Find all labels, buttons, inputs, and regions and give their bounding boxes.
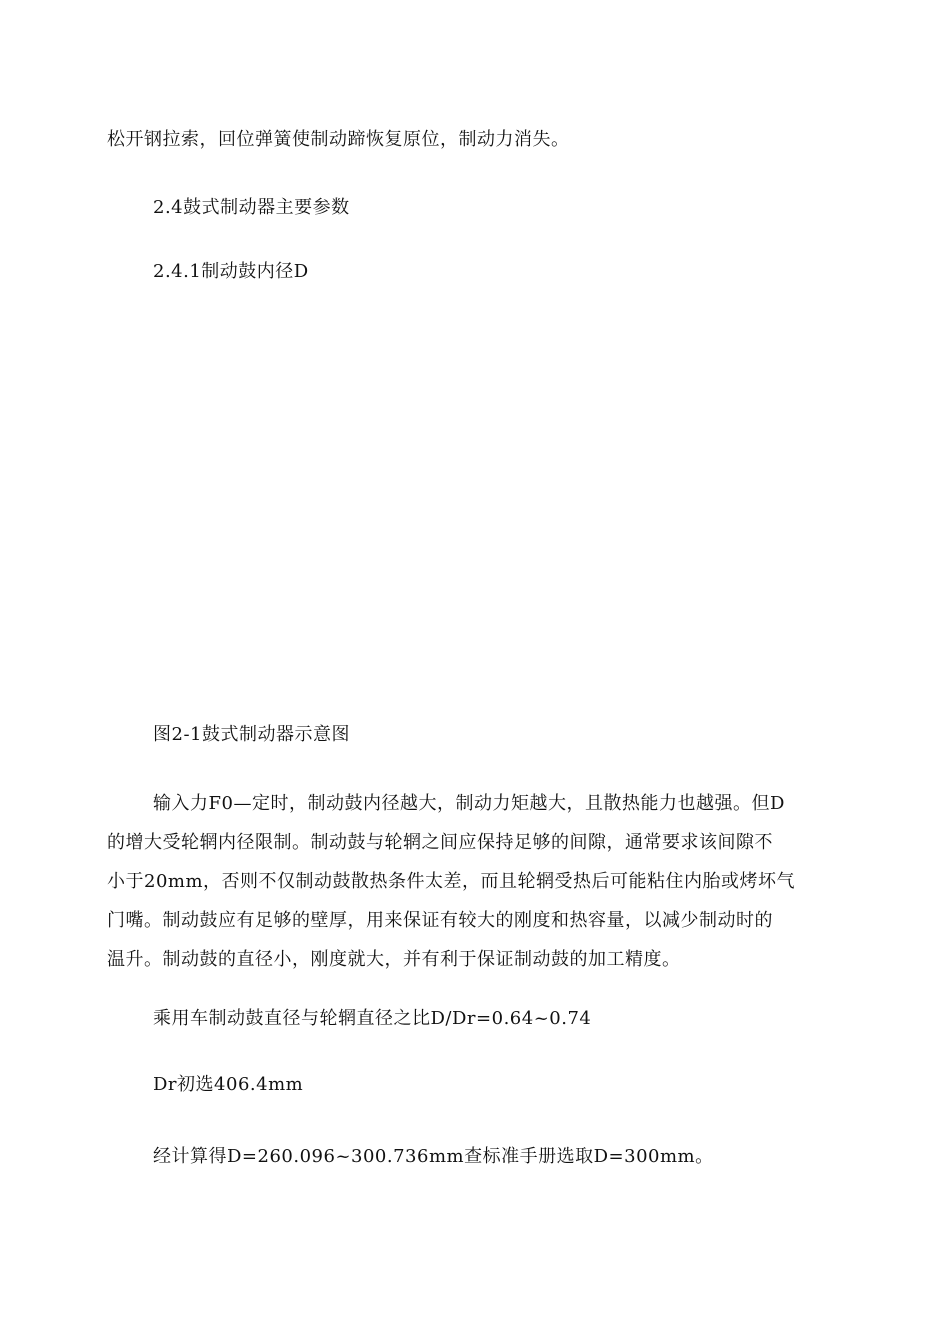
paragraph-line: 门嘴。制动鼓应有足够的壁厚，用来保证有较大的刚度和热容量，以减少制动时的 xyxy=(107,910,773,931)
body-paragraph xyxy=(107,784,847,979)
subsection-heading: 2.4.1制动鼓内径D xyxy=(153,261,309,282)
paragraph-line: 温升。制动鼓的直径小，刚度就大，并有利于保证制动鼓的加工精度。 xyxy=(107,949,681,970)
figure-placeholder xyxy=(107,300,847,680)
paragraph-line: 输入力F0—定时，制动鼓内径越大，制动力矩越大，且散热能力也越强。但D xyxy=(153,793,785,814)
result-line: 经计算得D=260.096~300.736mm查标准手册选取D=300mm。 xyxy=(153,1146,714,1167)
paragraph-line: 小于20mm，否则不仅制动鼓散热条件太差，而且轮辋受热后可能粘住内胎或烤坏气 xyxy=(107,871,796,892)
ratio-text-line: 乘用车制动鼓直径与轮辋直径之比D/Dr=0.64~0.74 xyxy=(153,1008,592,1029)
section-heading: 2.4鼓式制动器主要参数 xyxy=(153,197,350,218)
figure-caption: 图2-1鼓式制动器示意图 xyxy=(153,724,350,745)
continuation-text-line: 松开钢拉索，回位弹簧使制动蹄恢复原位，制动力消失。 xyxy=(107,129,570,150)
dr-selection-line: Dr初选406.4mm xyxy=(153,1074,304,1095)
paragraph-line: 的增大受轮辋内径限制。制动鼓与轮辋之间应保持足够的间隙，通常要求该间隙不 xyxy=(107,832,773,853)
